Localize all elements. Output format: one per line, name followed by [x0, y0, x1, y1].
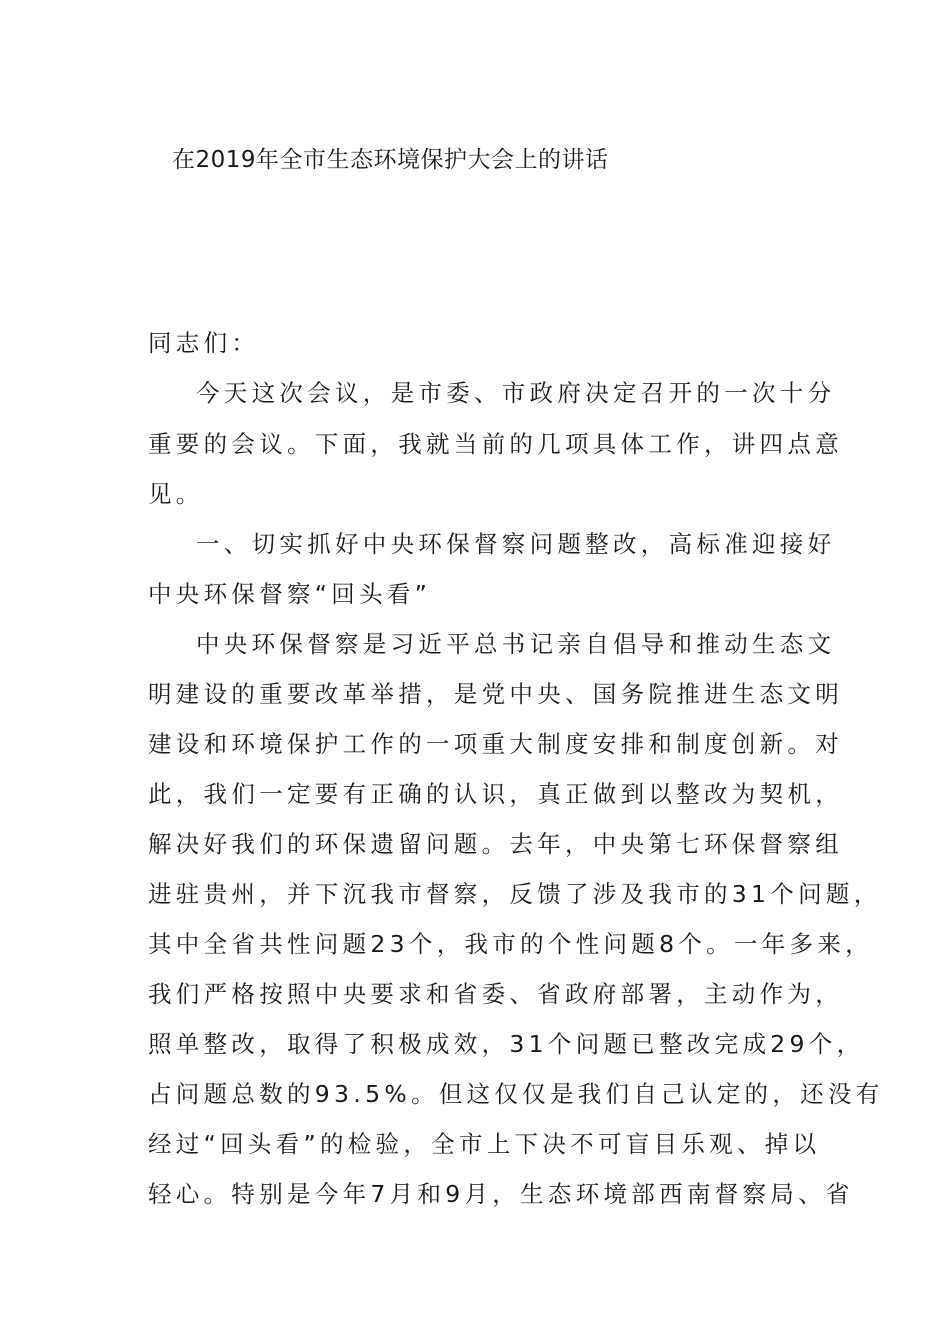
document-title: 在2019年全市生态环境保护大会上的讲话 [172, 147, 609, 173]
text-line: 中央环保督察是习近平总书记亲自倡导和推动生态文 [196, 630, 836, 658]
text-line: 解决好我们的环保遗留问题。去年，中央第七环保督察组 [148, 830, 843, 858]
text-line: 进驻贵州，并下沉我市督察，反馈了涉及我市的31个问题， [148, 880, 882, 908]
text-line: 重要的会议。下面，我就当前的几项具体工作，讲四点意 [148, 430, 843, 458]
text-line: 其中全省共性问题23个，我市的个性问题8个。一年多来， [148, 930, 873, 958]
text-line: 轻心。特别是今年7月和9月，生态环境部西南督察局、省 [148, 1180, 854, 1208]
text-line: 照单整改，取得了积极成效，31个问题已整改完成29个， [148, 1030, 865, 1058]
text-line: 经过“回头看”的检验，全市上下决不可盲目乐观、掉以 [148, 1130, 821, 1158]
text-line: 见。 [148, 480, 204, 508]
section-heading-line: 一、切实抓好中央环保督察问题整改，高标准迎接好 [196, 530, 836, 558]
text-line: 此，我们一定要有正确的认识，真正做到以整改为契机， [148, 780, 843, 808]
text-line: 建设和环境保护工作的一项重大制度安排和制度创新。对 [148, 730, 843, 758]
text-line: 我们严格按照中央要求和省委、省政府部署，主动作为， [148, 980, 843, 1008]
text-line: 占问题总数的93.5%。但这仅仅是我们自己认定的，还没有 [148, 1080, 884, 1108]
text-line: 今天这次会议，是市委、市政府决定召开的一次十分 [196, 379, 836, 407]
salutation: 同志们： [148, 329, 260, 357]
section-heading-line: 中央环保督察“回头看” [148, 580, 432, 608]
text-line: 明建设的重要改革举措，是党中央、国务院推进生态文明 [148, 680, 843, 708]
